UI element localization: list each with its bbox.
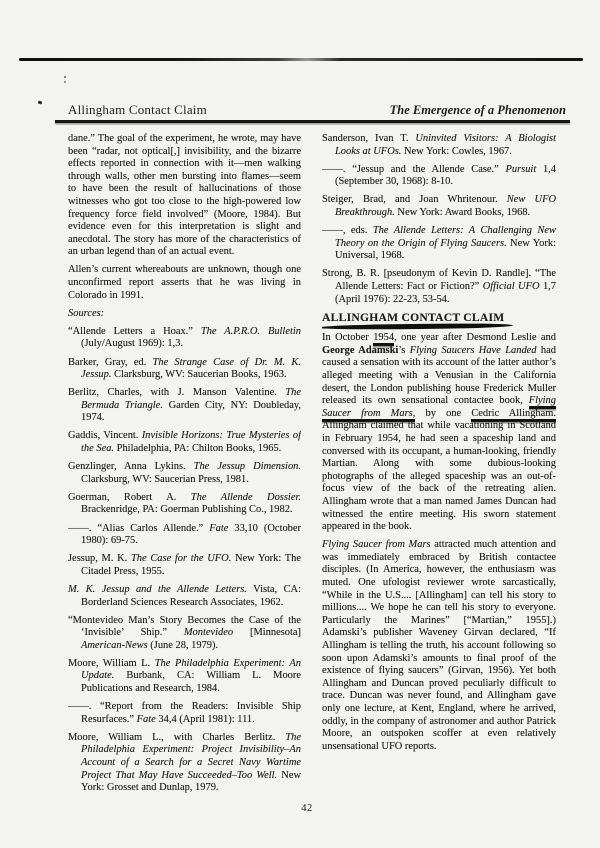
text-segment: “Allende Letters a Hoax.” <box>68 325 201 337</box>
text-segment: The Philadelphia Experiment: Project Invisibility–An Account of a Search for a Secret Navy Wartime Project That May Have Succeeded–Too Well. <box>81 731 301 781</box>
text-segment: Strong, B. R. [pseudonym of Kevin D. Randle]. “The Allende Letters: Fact or Fiction?” <box>322 268 556 292</box>
text-segment: New York: The Citadel Press, 1955. <box>81 553 301 577</box>
text-segment: “Montevideo Man’s Story Becomes the Case of the ‘Invisible’ Ship.” <box>68 614 301 639</box>
text-segment: had caused a sensation with its account of the latter author’s alleged meeting with a Venusian in the California desert, the London publishing house Frederick Muller released its own sensational contactee book, <box>322 344 556 407</box>
text-segment: [Minnesota] <box>233 627 301 639</box>
text-segment: New York: Cowles, 1967. <box>401 145 512 157</box>
text-segment: The A.P.R.O. Bulletin <box>200 325 301 337</box>
reference-entry <box>68 387 301 425</box>
text-segment: New York: Universal, 1968. <box>335 237 556 262</box>
text-segment: The Allende Dossier. <box>190 491 301 503</box>
running-header-left: Allingham Contact Claim <box>68 102 207 117</box>
text-segment: ’s <box>398 344 410 356</box>
text-segment: Sources: <box>68 307 105 319</box>
text-segment: Flying Saucers Have Landed <box>409 344 537 356</box>
text-segment: Brackenridge, PA: Goerman Publishing Co., 1982. <box>81 504 293 516</box>
text-segment: American-News <box>81 639 148 651</box>
text-segment: George Adamski <box>322 344 399 356</box>
text-segment: Barker, Gray, ed. <box>68 356 153 368</box>
text-segment: Garden City, NY: Doubleday, 1974. <box>81 399 301 424</box>
text-segment: Burbank, CA: William L. Moore Publications and Research, 1984. <box>81 670 301 695</box>
text-segment: Fate <box>136 713 156 725</box>
text-segment: 1,4 (September 30, 1968): 8-10. <box>335 163 556 188</box>
stray-dot-mark <box>38 100 43 104</box>
text-segment: Vista, CA: Borderland Sciences Research Associates, 1962. <box>81 583 301 608</box>
reference-entry <box>322 164 556 189</box>
text-segment: Genzlinger, Anna Lykins. <box>68 461 194 473</box>
text-segment: New UFO Breakthrough. <box>335 194 556 218</box>
paragraph <box>322 539 556 753</box>
section-heading-text: ALLINGHAM CONTACT CLAIM <box>322 310 505 324</box>
text-segment: The Jessup Dimension. <box>193 461 301 473</box>
paragraph <box>68 264 301 302</box>
text-segment: Goerman, Robert A. <box>68 491 191 503</box>
text-segment: 34,4 (April 1981): 111. <box>155 713 255 725</box>
text-segment: Official UFO <box>482 280 540 292</box>
reference-entry <box>322 225 556 263</box>
text-segment: Uninvited Visitors: A Biologist Looks at UFOs. <box>335 133 556 157</box>
text-segment: The Bermuda Triangle. <box>81 387 301 411</box>
text-segment: ——, eds. <box>322 225 373 237</box>
text-segment: Berlitz, Charles, with J. Manson Valentine. <box>68 387 286 399</box>
reference-entry <box>68 326 301 351</box>
text-segment: Montevideo <box>183 627 234 639</box>
text-segment: The Allende Letters: A Challenging New Theory on the Origin of Flying Saucers. <box>335 225 556 249</box>
text-segment: New York: Grosset and Dunlap, 1979. <box>81 769 301 794</box>
reference-entry <box>68 658 301 696</box>
running-header <box>68 102 566 118</box>
text-segment: Philadelphia, PA: Chilton Books, 1965. <box>114 443 282 455</box>
text-segment: The Strange Case of Dr. M. K. Jessup. <box>81 356 301 381</box>
text-segment: The Philadelphia Experiment: An Update. <box>81 657 301 682</box>
left-column <box>68 133 301 795</box>
pen-underlined-text: Cedric Allingham. <box>471 407 556 419</box>
text-segment: Gaddis, Vincent. <box>68 430 142 442</box>
reference-entry <box>68 461 301 486</box>
text-segment: ——. “Report from the Readers: Invisible Ship Resurfaces.” <box>68 701 301 725</box>
scan-edge-line <box>19 58 583 61</box>
text-segment: ——. “Alias Carlos Allende.” <box>68 522 210 534</box>
reference-entry <box>68 430 301 455</box>
text-segment: ——. “Jessup and the Allende Case.” <box>322 163 506 175</box>
text-segment: New York: Award Books, 1968. <box>394 206 531 218</box>
running-header-right: The Emergence of a Phenomenon <box>389 103 566 117</box>
text-segment: Invisible Horizons: True Mysteries of the Sea. <box>81 430 301 455</box>
reference-entry <box>322 268 556 306</box>
text-segment: attracted much attention and was immediately embraced by British contactee disciples. (In America, however, the enthusiasm was muted. One ufologist reviewer wrote sarcastically, “While in the U.S.... [Allingham] can tell his story to millions.... We hope he can tell his story to everyone. Particularly the Marines” [“Martian,” 1955].) Adamski’s publisher Waveney Girvan declared, “If Allingham is telling the truth, his account following so soon upon Adamski’s amounts to final proof of the existence of flying saucers” (Girvan, 1956). Yet both Allingham and Duncan proved peculiarly difficult to trace. Duncan was never found, and Allingham gave only one lecture, at Kent, England, where he arrived, oddly, in the company of astronomer and author Patrick Moore, an outspoken scoffer at even relatively unsensational UFO reports. <box>322 539 556 752</box>
reference-entry <box>68 523 301 548</box>
reference-entry <box>68 701 301 726</box>
reference-entry <box>322 194 556 219</box>
text-segment: dane.” The goal of the experiment, he wrote, may have been “radar, not optical[,] invisibility, and the bizarre effects reported in connection with it—men walking through walls, other men bursting into flames—seem to have been the result of hallucinations of those witnesses who got too close to the high-powered low frequency force field involved” (Moore, 1984). But evidence even for this interpretation is slight and anecdotal. The story has more of the characteristics of an urban legend than of an actual event. <box>68 133 301 258</box>
text-segment: The Case for the UFO. <box>130 553 232 565</box>
reference-entry <box>68 732 301 795</box>
text-segment: Moore, William L. <box>68 657 155 669</box>
stray-colon-mark <box>64 76 66 78</box>
text-segment: Clarksburg, WV: Saucerian Press, 1981. <box>81 473 249 485</box>
text-segment: In October <box>322 332 374 344</box>
text-segment: Allingham claimed that while vacationing in Scotland in February 1954, he had seen a spaceship land and conversed with its occupant, a human-looking, friendly Martian. Along with some dubious-looking photographs of the alleged spaceship was an out-of-focus view of the back of the retreating alien. Allingham wrote that a man named James Duncan had witnessed the entire meeting. His sworn statement appeared in the book. <box>322 420 556 533</box>
reference-entry <box>68 492 301 517</box>
reference-entry <box>322 133 556 158</box>
pen-underlined-text: Flying Saucer from Mars, <box>322 395 556 419</box>
reference-entry <box>68 584 301 609</box>
text-segment: Clarksburg, WV: Saucerian Books, 1963. <box>111 369 287 381</box>
text-segment: Moore, William L., with Charles Berlitz. <box>68 731 286 743</box>
header-rule <box>55 120 570 123</box>
text-segment: (July/August 1969): 1,3. <box>81 338 184 350</box>
sources-label <box>68 308 301 321</box>
text-segment: (June 28, 1979). <box>147 639 219 651</box>
reference-entry <box>68 553 301 578</box>
text-segment: Jessup, M. K. <box>68 553 131 565</box>
text-segment: Pursuit <box>505 163 537 175</box>
text-segment: , one year after Desmond Leslie and <box>394 332 556 344</box>
section-heading <box>322 312 556 326</box>
pen-underlined-text: 1954 <box>373 332 395 344</box>
text-segment: Allen’s current whereabouts are unknown, though one unconfirmed report asserts that he was living in Colorado in 1991. <box>68 264 301 301</box>
paragraph <box>322 332 556 534</box>
text-segment: by one <box>415 407 472 419</box>
paragraph <box>68 133 301 259</box>
text-segment: Fate <box>209 522 229 534</box>
right-column <box>322 133 556 781</box>
text-segment: 33,10 (October 1980): 69-75. <box>81 522 301 547</box>
reference-entry <box>68 357 301 382</box>
text-segment: M. K. Jessup and the Allende Letters. <box>68 583 247 595</box>
text-segment: Steiger, Brad, and Joan Whritenour. <box>322 194 507 206</box>
text-segment: 1,7 (April 1976): 22-23, 53-54. <box>335 280 556 305</box>
page-number: 42 <box>301 803 313 814</box>
reference-entry <box>68 615 301 653</box>
text-segment: Sanderson, Ivan T. <box>322 133 416 144</box>
text-segment: Flying Saucer from Mars <box>322 539 431 551</box>
